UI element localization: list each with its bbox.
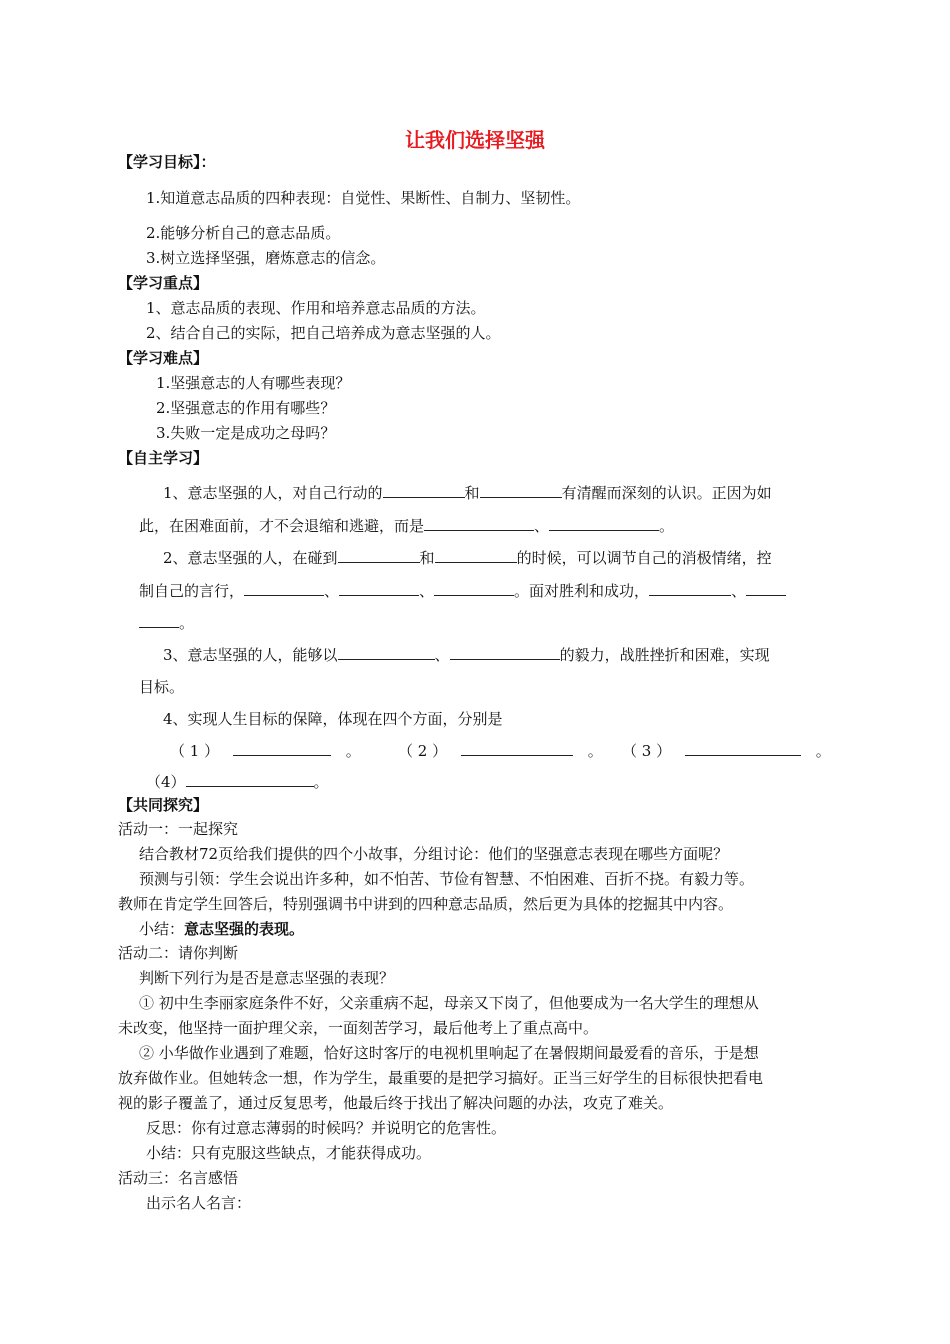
goal-item: 2.能够分析自己的意志品质。 [146,224,341,242]
self-study-q3-line1: 3、意志坚强的人，能够以 、 的毅力，战胜挫折和困难，实现 [163,646,770,664]
goal-item: 3.树立选择坚强，磨炼意志的信念。 [146,249,386,267]
fill-blank[interactable] [244,581,324,596]
self-study-q3-line2: 目标。 [139,678,185,696]
explore-heading: 【共同探究】 [118,796,209,814]
self-study-q2-line1: 2、意志坚强的人，在碰到 和 的时候，可以调节自己的消极情绪，控 [163,549,772,567]
self-study-q2-line3: 。 [139,613,194,633]
fill-blank[interactable] [685,741,801,756]
fill-blank[interactable] [649,581,731,596]
activity-2-title: 活动二：请你判断 [118,944,239,962]
self-study-q1-line1: 1、意志坚强的人，对自己行动的 和 有清醒而深刻的认识。正因为如 [163,484,772,502]
activity-3-title: 活动三：名言感悟 [118,1169,239,1187]
fill-blank[interactable] [480,483,562,498]
fill-blank[interactable] [461,741,573,756]
difficulty-heading: 【学习难点】 [118,349,209,367]
activity-3-text: 出示名人名言： [146,1194,252,1212]
focus-item: 2、结合自己的实际，把自己培养成为意志坚强的人。 [146,324,501,342]
self-study-heading: 【自主学习】 [118,449,209,467]
fill-blank[interactable] [139,613,179,628]
activity-2-case: 未改变，他坚持一面护理父亲，一面刻苦学习，最后他考上了重点高中。 [118,1019,599,1037]
fill-blank[interactable] [338,548,420,563]
activity-2-case: 放弃做作业。但她转念一想，作为学生，最重要的是把学习搞好。正当三好学生的目标很快把看电 [118,1069,764,1087]
activity-2-text: 判断下列行为是否是意志坚强的表现？ [139,969,395,987]
activity-2-reflect: 反思：你有过意志薄弱的时候吗？并说明它的危害性。 [146,1119,507,1137]
focus-heading: 【学习重点】 [118,274,209,292]
self-study-q4-line1: 4、实现人生目标的保障，体现在四个方面，分别是 [163,710,503,728]
difficulty-item: 1.坚强意志的人有哪些表现？ [156,374,351,392]
difficulty-item: 3.失败一定是成功之母吗？ [156,424,336,442]
fill-blank[interactable] [233,741,331,756]
fill-blank[interactable] [383,483,465,498]
activity-2-case: ② 小华做作业遇到了难题，恰好这时客厅的电视机里响起了在暑假期间最爱看的音乐，于是想 [139,1044,759,1062]
fill-blank[interactable] [549,516,659,531]
activity-2-case: 视的影子覆盖了，通过反复思考，他最后终于找出了解决问题的办法，攻克了难关。 [118,1094,674,1112]
activity-1-summary: 小结：意志坚强的表现。 [139,920,305,938]
focus-item: 1、意志品质的表现、作用和培养意志品质的方法。 [146,299,486,317]
fill-blank[interactable] [186,772,314,787]
activity-1-title: 活动一：一起探究 [118,820,239,838]
fill-blank[interactable] [450,645,560,660]
page-title: 让我们选择坚强 [405,128,545,152]
fill-blank[interactable] [435,548,517,563]
activity-1-text: 预测与引领：学生会说出许多种，如不怕苦、节俭有智慧、不怕困难、百折不挠。有毅力等。 [139,870,755,888]
self-study-q1-line2: 此，在困难面前，才不会退缩和逃避，而是 、 。 [139,517,675,535]
fill-blank[interactable] [338,645,435,660]
fill-blank[interactable] [424,516,534,531]
fill-blank[interactable] [746,581,786,596]
difficulty-item: 2.坚强意志的作用有哪些？ [156,399,336,417]
goal-item: 1.知道意志品质的四种表现：自觉性、果断性、自制力、坚韧性。 [146,189,581,207]
self-study-q4-item-3: （ 3 ） 。 [622,742,831,760]
activity-1-text: 结合教材72页给我们提供的四个小故事，分组讨论：他们的坚强意志表现在哪些方面呢？ [139,845,729,863]
self-study-q4-item-2: （ 2 ） 。 [398,742,603,760]
activity-1-text: 教师在肯定学生回答后，特别强调书中讲到的四种意志品质，然后更为具体的挖掘其中内容。 [118,895,734,913]
fill-blank[interactable] [434,581,514,596]
self-study-q4-item-4: （4） 。 [146,773,329,791]
fill-blank[interactable] [339,581,419,596]
self-study-q2-line2: 制自己的言行， 、 、 。面对胜利和成功， 、 [139,581,786,601]
goals-heading: 【学习目标】： [118,153,216,171]
self-study-q4-item-1: （ 1 ） 。 [170,742,361,760]
activity-2-summary: 小结：只有克服这些缺点，才能获得成功。 [146,1144,432,1162]
activity-2-case: ① 初中生李丽家庭条件不好，父亲重病不起，母亲又下岗了，但他要成为一名大学生的理想从 [139,994,759,1012]
